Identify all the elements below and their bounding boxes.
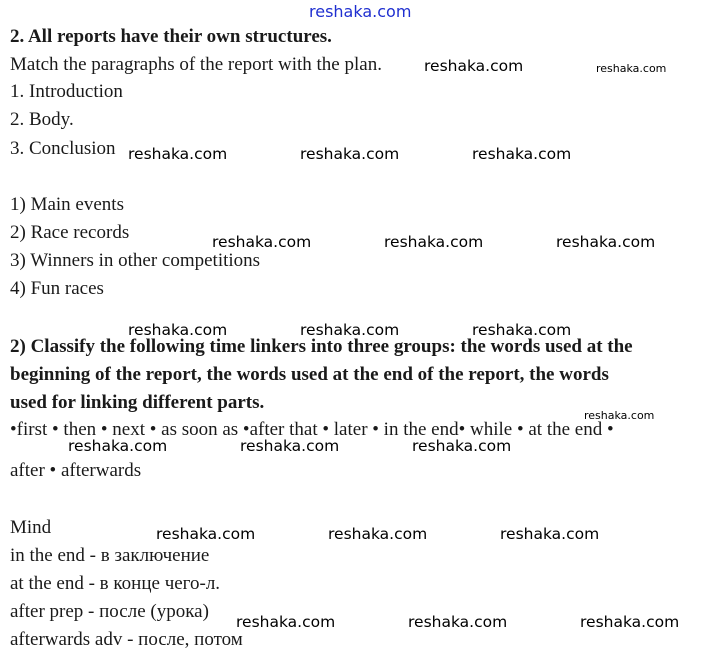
paragraph-item: 2) Race records xyxy=(10,222,130,243)
watermark: reshaka.com xyxy=(500,525,600,543)
paragraph-item: 3) Winners in other competitions xyxy=(10,250,261,271)
watermark: reshaka.com xyxy=(472,145,572,163)
watermark: reshaka.com xyxy=(212,233,312,251)
watermark: reshaka.com xyxy=(412,437,512,455)
watermark: reshaka.com xyxy=(68,437,168,455)
watermark: reshaka.com xyxy=(328,525,428,543)
plan-item: 1. Introduction xyxy=(10,81,123,102)
section1-heading: 2. All reports have their own structures. xyxy=(10,26,332,47)
watermark: reshaka.com xyxy=(596,62,667,75)
paragraph-item: 4) Fun races xyxy=(10,278,104,299)
watermark: reshaka.com xyxy=(580,613,680,631)
section1-instruction: Match the paragraphs of the report with the plan. xyxy=(10,54,382,75)
mind-item: afterwards adv - после, потом xyxy=(10,629,243,650)
mind-item: after prep - после (урока) xyxy=(10,601,209,622)
section2-heading-line: beginning of the report, the words used at the end of the report, the words xyxy=(10,364,609,385)
plan-item: 3. Conclusion xyxy=(10,138,116,159)
watermark: reshaka.com xyxy=(128,321,228,339)
watermark: reshaka.com xyxy=(384,233,484,251)
watermark: reshaka.com xyxy=(584,409,655,422)
mind-item: at the end - в конце чего-л. xyxy=(10,573,221,594)
linkers-line: •first • then • next • as soon as •after that • later • in the end• while • at the end • xyxy=(10,419,614,440)
watermark-top: reshaka.com xyxy=(309,2,412,21)
watermark: reshaka.com xyxy=(156,525,256,543)
plan-item: 2. Body. xyxy=(10,109,74,130)
watermark: reshaka.com xyxy=(128,145,228,163)
watermark: reshaka.com xyxy=(300,321,400,339)
section2-heading-line: used for linking different parts. xyxy=(10,392,265,413)
section2-heading-line: 2) Classify the following time linkers into three groups: the words used at the xyxy=(10,336,633,357)
watermark: reshaka.com xyxy=(472,321,572,339)
mind-title: Mind xyxy=(10,517,52,538)
mind-item: in the end - в заключение xyxy=(10,545,210,566)
watermark: reshaka.com xyxy=(408,613,508,631)
watermark: reshaka.com xyxy=(236,613,336,631)
paragraph-item: 1) Main events xyxy=(10,194,124,215)
linkers-line: after • afterwards xyxy=(10,460,142,481)
watermark: reshaka.com xyxy=(240,437,340,455)
watermark: reshaka.com xyxy=(300,145,400,163)
watermark: reshaka.com xyxy=(424,57,524,75)
watermark: reshaka.com xyxy=(556,233,656,251)
